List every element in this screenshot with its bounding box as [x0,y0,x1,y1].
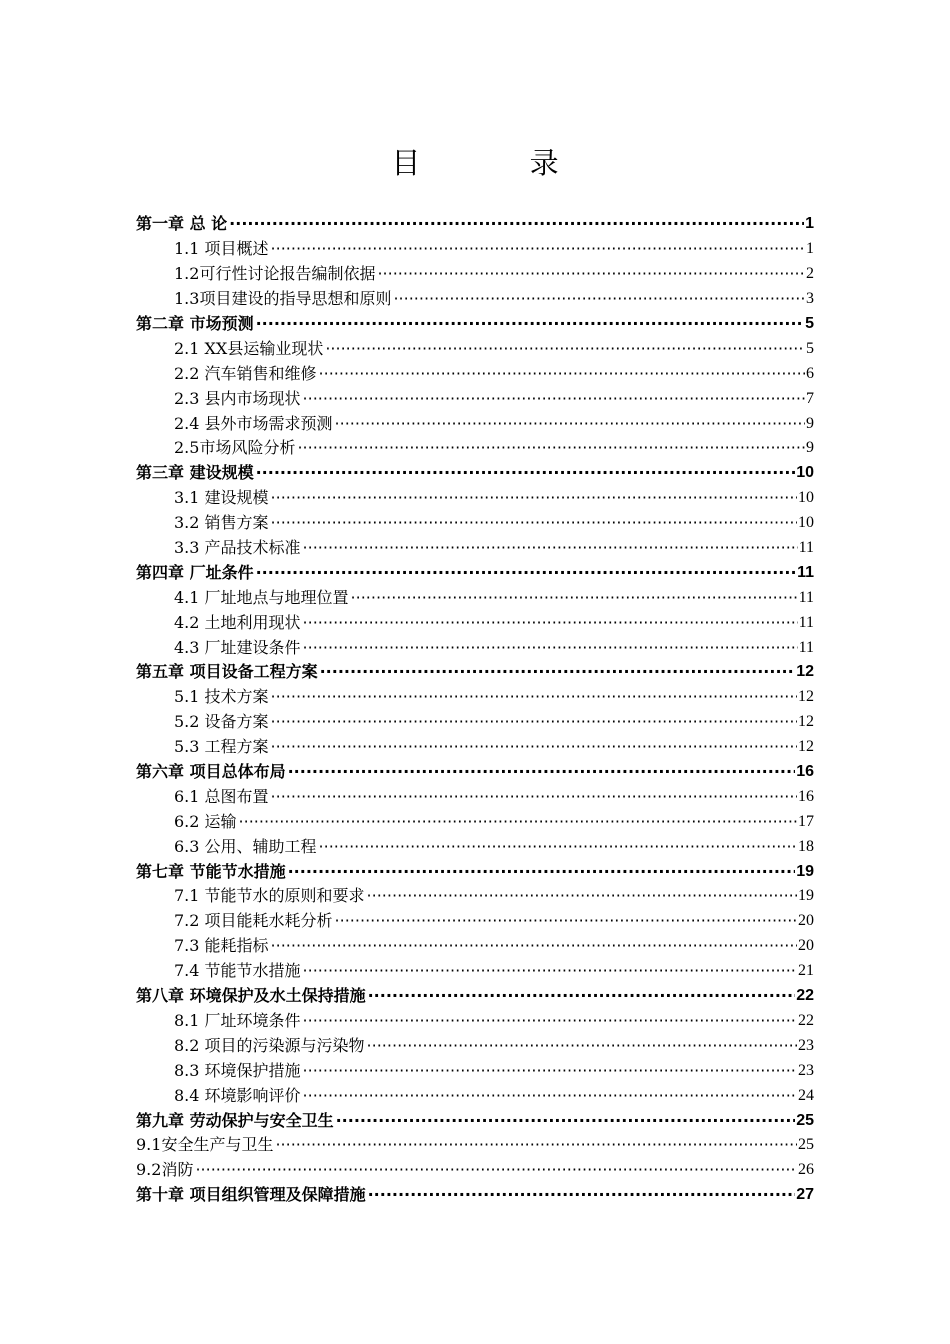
toc-dot-leader [319,835,797,859]
table-of-contents [136,212,814,1208]
toc-section-entry[interactable] [136,685,814,710]
toc-entry-label: 1.3项目建设的指导思想和原则 [174,289,392,309]
toc-page-number: 19 [796,862,814,880]
toc-dot-leader [271,735,797,759]
toc-section-entry[interactable] [136,511,814,536]
toc-section-entry[interactable] [136,884,814,909]
toc-page-number: 3 [806,290,814,308]
toc-dot-leader [288,860,796,884]
toc-section-entry[interactable] [136,1058,814,1083]
toc-page-number: 11 [798,539,814,557]
toc-page-number: 25 [796,1111,814,1129]
toc-dot-leader [367,884,797,908]
toc-page-number: 6 [806,364,814,382]
toc-entry-label: 6.2 运输 [174,811,237,831]
toc-section-entry[interactable] [136,585,814,610]
toc-page-number: 9 [806,414,814,432]
toc-section-entry[interactable] [136,834,814,859]
toc-entry-label: 第六章 项目总体布局 [136,762,286,782]
toc-dot-leader [336,1109,796,1133]
toc-dot-leader [271,685,797,709]
toc-page-number: 5 [806,339,814,357]
toc-chapter-entry[interactable] [136,212,814,237]
toc-section-entry[interactable] [136,336,814,361]
toc-page-number: 12 [796,663,814,681]
toc-section-entry[interactable] [136,1033,814,1058]
toc-entry-label: 7.4 节能节水措施 [174,961,301,981]
toc-section-entry[interactable] [136,809,814,834]
toc-section-entry[interactable] [136,386,814,411]
toc-chapter-entry[interactable] [136,1108,814,1133]
toc-page-number: 12 [798,738,814,756]
toc-entry-label: 2.4 县外市场需求预测 [174,413,333,433]
toc-dot-leader [275,1133,797,1157]
toc-section-entry[interactable] [136,237,814,262]
toc-section-entry[interactable] [136,1158,814,1183]
page-title: 目 录 [391,146,609,180]
toc-section-entry[interactable] [136,436,814,461]
toc-page-number: 22 [796,987,814,1005]
toc-dot-leader [297,436,805,460]
toc-dot-leader [271,511,797,535]
toc-page-number: 26 [798,1161,814,1179]
toc-chapter-entry[interactable] [136,560,814,585]
toc-page-number: 5 [805,315,814,332]
toc-dot-leader [335,412,805,436]
toc-entry-label: 4.2 土地利用现状 [174,612,301,632]
toc-page-number: 10 [798,514,814,532]
toc-entry-label: 8.3 环境保护措施 [174,1060,301,1080]
toc-section-entry[interactable] [136,486,814,511]
toc-dot-leader [320,660,796,684]
toc-dot-leader [319,362,805,386]
toc-dot-leader [271,785,797,809]
toc-page-number: 7 [806,389,814,407]
toc-chapter-entry[interactable] [136,859,814,884]
toc-entry-label: 6.1 总图布置 [174,786,269,806]
toc-dot-leader [303,959,797,983]
toc-entry-label: 7.1 节能节水的原则和要求 [174,886,365,906]
toc-page-number: 10 [798,489,814,507]
toc-entry-label: 第七章 节能节水措施 [136,861,286,881]
toc-section-entry[interactable] [136,1009,814,1034]
toc-section-entry[interactable] [136,287,814,312]
toc-dot-leader [239,810,797,834]
toc-page-number: 23 [798,1036,814,1054]
toc-page-number: 12 [798,713,814,731]
toc-chapter-entry[interactable] [136,461,814,486]
toc-entry-label: 4.1 厂址地点与地理位置 [174,587,349,607]
toc-page-number: 22 [798,1011,814,1029]
toc-entry-label: 8.4 环境影响评价 [174,1085,301,1105]
toc-page-number: 2 [806,265,814,283]
toc-dot-leader [303,1059,797,1083]
toc-dot-leader [393,287,805,311]
toc-section-entry[interactable] [136,784,814,809]
toc-section-entry[interactable] [136,1083,814,1108]
toc-entry-label: 8.2 项目的污染源与污染物 [174,1035,365,1055]
toc-page-number: 9 [806,439,814,457]
toc-entry-label: 9.2消防 [136,1160,194,1180]
toc-page-number: 24 [798,1086,814,1104]
toc-dot-leader [303,387,805,411]
toc-page-number: 17 [798,812,814,830]
toc-entry-label: 4.3 厂址建设条件 [174,637,301,657]
toc-section-entry[interactable] [136,262,814,287]
toc-page-number: 19 [798,887,814,905]
toc-page-number: 16 [796,763,814,781]
toc-dot-leader [256,461,796,485]
toc-chapter-entry[interactable] [136,312,814,337]
toc-entry-label: 第十章 项目组织管理及保障措施 [136,1185,366,1205]
toc-dot-leader [368,1183,796,1207]
toc-dot-leader [195,1158,797,1182]
toc-section-entry[interactable] [136,909,814,934]
toc-entry-label: 7.3 能耗指标 [174,936,269,956]
toc-dot-leader [367,1034,797,1058]
toc-entry-label: 9.1安全生产与卫生 [136,1135,274,1155]
toc-dot-leader [368,984,796,1008]
toc-entry-label: 1.1 项目概述 [174,239,269,259]
toc-page-number: 11 [798,613,814,631]
toc-page-number: 10 [796,464,814,482]
toc-section-entry[interactable] [136,934,814,959]
toc-entry-label: 2.1 XX县运输业现状 [174,338,324,358]
toc-page-number: 12 [798,688,814,706]
toc-dot-leader [229,212,804,236]
toc-dot-leader [271,934,797,958]
toc-chapter-entry[interactable] [136,1183,814,1208]
toc-dot-leader [303,1009,797,1033]
toc-page-number: 18 [798,837,814,855]
toc-entry-label: 3.1 建设规模 [174,488,269,508]
toc-dot-leader [325,337,805,361]
toc-entry-label: 1.2可行性讨论报告编制依据 [174,264,376,284]
toc-dot-leader [256,312,805,336]
toc-page-number: 1 [805,215,814,233]
toc-section-entry[interactable] [136,735,814,760]
toc-section-entry[interactable] [136,411,814,436]
toc-entry-label: 2.5市场风险分析 [174,438,296,458]
toc-section-entry[interactable] [136,959,814,984]
toc-dot-leader [271,486,797,510]
toc-entry-label: 5.1 技术方案 [174,687,269,707]
toc-chapter-entry[interactable] [136,984,814,1009]
toc-entry-label: 6.3 公用、辅助工程 [174,836,317,856]
toc-entry-label: 7.2 项目能耗水耗分析 [174,911,333,931]
toc-page-number: 21 [798,962,814,980]
toc-chapter-entry[interactable] [136,760,814,785]
toc-entry-label: 第二章 市场预测 [136,314,254,333]
toc-entry-label: 第五章 项目设备工程方案 [136,662,318,682]
toc-entry-label: 第一章 总 论 [136,214,228,234]
toc-entry-label: 第八章 环境保护及水土保持措施 [136,986,366,1006]
toc-section-entry[interactable] [136,361,814,386]
toc-entry-label: 5.2 设备方案 [174,712,269,732]
toc-section-entry[interactable] [136,635,814,660]
toc-entry-label: 2.2 汽车销售和维修 [174,363,317,383]
toc-entry-label: 2.3 县内市场现状 [174,388,301,408]
toc-entry-label: 3.2 销售方案 [174,513,269,533]
toc-entry-label: 5.3 工程方案 [174,737,269,757]
toc-section-entry[interactable] [136,536,814,561]
toc-entry-label: 第三章 建设规模 [136,463,254,483]
toc-page-number: 11 [798,638,814,656]
toc-dot-leader [288,760,796,784]
toc-dot-leader [271,237,805,261]
toc-dot-leader [303,536,798,560]
toc-chapter-entry[interactable] [136,660,814,685]
toc-page-number: 23 [798,1061,814,1079]
toc-entry-label: 8.1 厂址环境条件 [174,1010,301,1030]
toc-page-number: 11 [798,588,814,606]
toc-section-entry[interactable] [136,1133,814,1158]
toc-dot-leader [303,611,798,635]
toc-dot-leader [256,561,797,585]
toc-entry-label: 第九章 劳动保护与安全卫生 [136,1110,334,1130]
toc-dot-leader [351,586,798,610]
toc-dot-leader [271,710,797,734]
toc-page-number: 16 [798,787,814,805]
toc-page-number: 1 [806,240,814,258]
toc-page-number: 27 [796,1186,814,1204]
toc-page-number: 25 [798,1136,814,1154]
toc-entry-label: 3.3 产品技术标准 [174,538,301,558]
toc-entry-label: 第四章 厂址条件 [136,562,254,582]
toc-dot-leader [377,262,805,286]
toc-section-entry[interactable] [136,710,814,735]
toc-dot-leader [303,1084,797,1108]
toc-dot-leader [335,909,797,933]
toc-page-number: 20 [798,937,814,955]
toc-page-number: 11 [797,563,814,581]
toc-page-number: 20 [798,912,814,930]
toc-section-entry[interactable] [136,610,814,635]
toc-dot-leader [303,636,798,660]
